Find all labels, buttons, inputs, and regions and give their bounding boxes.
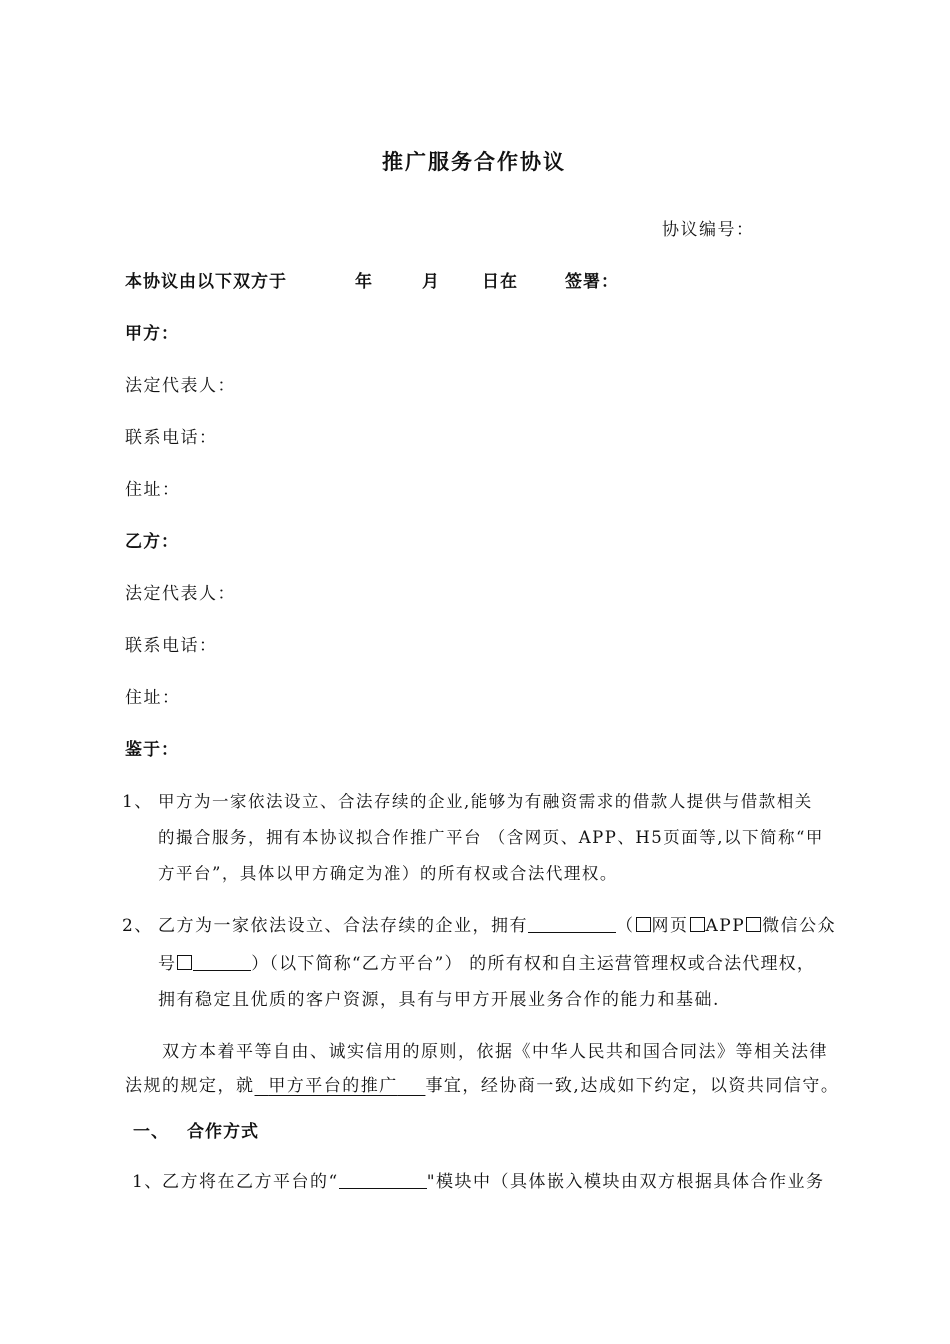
party-a-rep: 法定代表人： xyxy=(125,376,236,396)
document-title: 推广服务合作协议 xyxy=(382,150,566,174)
section1-title: 合作方式 xyxy=(187,1122,259,1142)
principle-matter xyxy=(255,1076,426,1096)
principle-text-a: 法规的规定，就 xyxy=(125,1076,255,1096)
checkbox-icon[interactable] xyxy=(746,917,761,932)
party-b-rep: 法定代表人： xyxy=(125,584,236,604)
principle-line1: 双方本着平等自由、诚实信用的原则，依据《中华人民共和国合同法》等相关法律 xyxy=(162,1042,828,1062)
party-a-phone: 联系电话： xyxy=(125,428,218,448)
section1-item1-number: 1、 xyxy=(132,1172,163,1192)
blank-line[interactable] xyxy=(339,1170,427,1189)
whereas-item2-line2 xyxy=(158,952,815,976)
signing-day: 日在 xyxy=(482,272,518,292)
signing-signed: 签署： xyxy=(565,272,619,292)
whereas-item1-line2: 的撮合服务，拥有本协议拟合作推广平台 （含网页、APP、H5页面等,以下简称“甲 xyxy=(158,828,824,847)
option-web: 网页 xyxy=(651,916,689,936)
party-a-heading: 甲方： xyxy=(125,324,179,344)
checkbox-icon[interactable] xyxy=(177,955,192,970)
party-b-address: 住址： xyxy=(125,688,181,708)
blank-line[interactable] xyxy=(193,952,251,971)
whereas-heading: 鉴于： xyxy=(125,740,179,760)
principle-line2 xyxy=(125,1074,839,1098)
signing-year: 年 xyxy=(355,272,373,292)
blank-line[interactable] xyxy=(528,914,616,933)
signing-month: 月 xyxy=(422,272,440,292)
whereas-item1-line3: 方平台”，具体以甲方确定为准）的所有权或合法代理权。 xyxy=(158,864,618,883)
option-wechat: 微信公众 xyxy=(762,916,837,936)
party-b-phone: 联系电话： xyxy=(125,636,218,656)
section1-item1-line xyxy=(162,1170,825,1194)
party-a-address: 住址： xyxy=(125,480,181,500)
section1-item1-text-b: "模块中（具体嵌入模块由双方根据具体合作业务 xyxy=(426,1172,825,1192)
whereas-item2-line1 xyxy=(158,914,836,938)
principle-matter-text: 甲方平台的推广 xyxy=(268,1076,398,1096)
section1-item1-text-a: 乙方将在乙方平台的“ xyxy=(162,1172,339,1192)
whereas-item2-text-a: 乙方为一家依法设立、合法存续的企业，拥有 xyxy=(158,916,528,936)
principle-text-b: 事宜，经协商一致,达成如下约定，以资共同信守。 xyxy=(425,1076,840,1096)
checkbox-icon[interactable] xyxy=(690,917,705,932)
whereas-item1-number: 1、 xyxy=(122,792,153,812)
party-b-heading: 乙方： xyxy=(125,532,179,552)
signing-prefix: 本协议由以下双方于 xyxy=(125,272,287,292)
checkbox-icon[interactable] xyxy=(636,917,651,932)
whereas-item2-text-b: （ xyxy=(616,916,635,936)
whereas-item2-text-d: ）（以下简称“乙方平台”） 的所有权和自主运营管理权或合法代理权， xyxy=(251,954,816,974)
whereas-item1-line1: 甲方为一家依法设立、合法存续的企业,能够为有融资需求的借款人提供与借款相关 xyxy=(158,792,813,811)
whereas-item2-text-c: 号 xyxy=(158,954,177,974)
section1-number: 一、 xyxy=(133,1122,169,1142)
option-app: APP xyxy=(705,916,746,936)
agreement-number-label: 协议编号： xyxy=(662,220,755,240)
whereas-item2-number: 2、 xyxy=(122,916,153,936)
whereas-item2-line3: 拥有稳定且优质的客户资源，具有与甲方开展业务合作的能力和基础. xyxy=(158,990,720,1010)
